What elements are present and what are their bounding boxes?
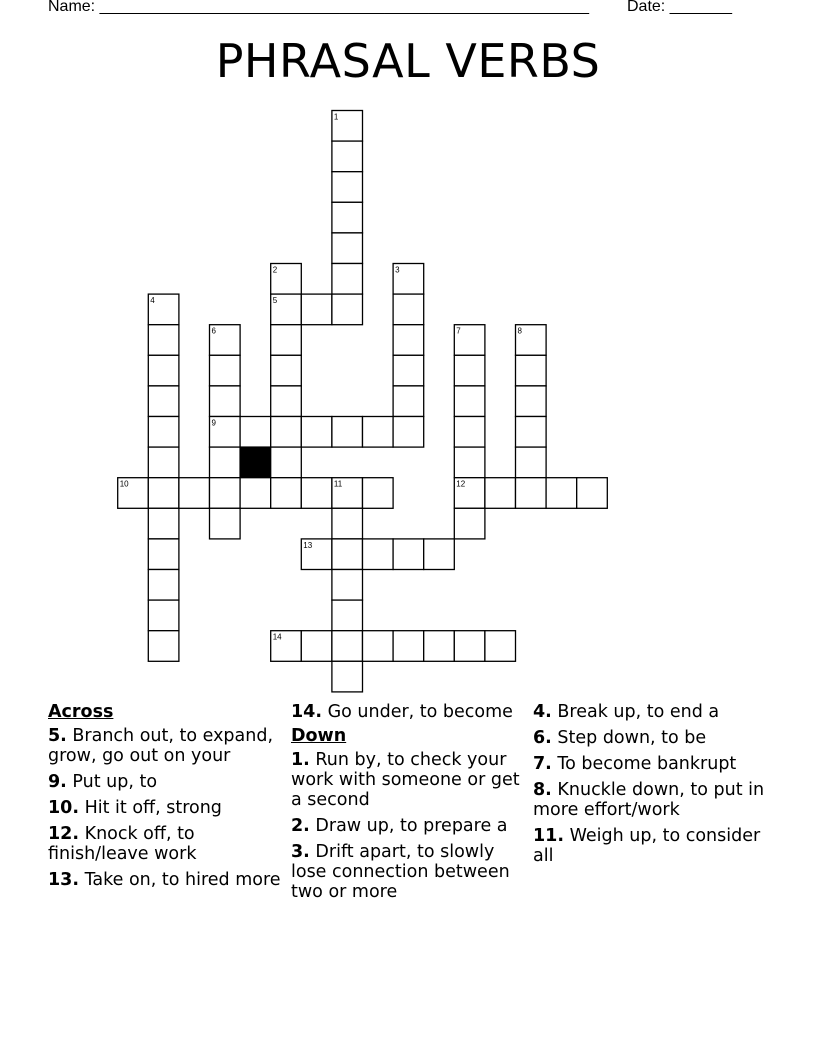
crossword-cell[interactable]	[332, 631, 363, 662]
crossword-cell[interactable]	[148, 386, 179, 417]
crossword-cell[interactable]	[148, 600, 179, 631]
crossword-cell[interactable]	[363, 417, 394, 448]
crossword-cell[interactable]	[271, 478, 302, 509]
crossword-cell[interactable]	[454, 447, 485, 478]
crossword-cell[interactable]	[393, 417, 424, 448]
across-clue-10	[48, 798, 283, 818]
crossword-cell[interactable]	[148, 508, 179, 539]
cell-number-4: 4	[150, 296, 155, 306]
crossword-cell[interactable]	[301, 417, 332, 448]
crossword-cell[interactable]	[148, 539, 179, 570]
clue-number: 12.	[48, 824, 80, 844]
crossword-cell[interactable]	[148, 325, 179, 356]
cell-number-8: 8	[517, 326, 522, 336]
crossword-cell[interactable]	[363, 631, 394, 662]
crossword-cell[interactable]	[393, 386, 424, 417]
clues-column-3	[533, 702, 773, 872]
clue-number: 14.	[291, 702, 323, 722]
crossword-cell[interactable]	[332, 141, 363, 172]
crossword-cell[interactable]	[332, 508, 363, 539]
crossword-cell[interactable]	[332, 570, 363, 601]
clue-number: 13.	[48, 870, 80, 890]
crossword-cell[interactable]	[148, 631, 179, 662]
clue-text: Take on, to hired more	[84, 870, 281, 890]
crossword-cell[interactable]	[424, 539, 455, 570]
clue-number: 7.	[533, 754, 552, 774]
clue-text: Go under, to become	[327, 702, 513, 722]
cell-number-9: 9	[211, 418, 216, 428]
crossword-cell[interactable]	[454, 631, 485, 662]
crossword-cell[interactable]	[516, 386, 547, 417]
across-clue-9	[48, 772, 283, 792]
crossword-cell[interactable]	[454, 386, 485, 417]
clue-text: Step down, to be	[557, 728, 707, 748]
crossword-cell[interactable]	[393, 355, 424, 386]
crossword-cell[interactable]	[516, 447, 547, 478]
across-heading: Across	[48, 702, 114, 722]
crossword-cell[interactable]	[332, 600, 363, 631]
clue-number: 9.	[48, 772, 67, 792]
crossword-cell[interactable]	[271, 417, 302, 448]
crossword-cell[interactable]	[148, 447, 179, 478]
crossword-cell[interactable]	[332, 294, 363, 325]
cell-number-3: 3	[395, 265, 400, 275]
crossword-cell[interactable]	[454, 417, 485, 448]
crossword-cell[interactable]	[210, 386, 241, 417]
crossword-cell[interactable]	[148, 570, 179, 601]
cell-number-7: 7	[456, 326, 461, 336]
crossword-cell[interactable]	[516, 478, 547, 509]
cell-number-12: 12	[456, 479, 466, 489]
crossword-cell[interactable]	[179, 478, 210, 509]
crossword-cell[interactable]	[393, 294, 424, 325]
down-clue-2	[291, 816, 527, 836]
clue-number: 11.	[533, 826, 565, 846]
crossword-cell[interactable]	[210, 478, 241, 509]
crossword-cell[interactable]	[454, 508, 485, 539]
clue-text: Knuckle down, to put in more effort/work	[533, 780, 765, 820]
down-clue-4	[533, 702, 773, 722]
name-field-label[interactable]: Name: _______________________________________________________	[48, 0, 589, 15]
crossword-cell[interactable]	[301, 294, 332, 325]
down-clue-7	[533, 754, 773, 774]
crossword-cell[interactable]	[240, 478, 271, 509]
clue-text: Break up, to end a	[557, 702, 720, 722]
crossword-cell[interactable]	[516, 417, 547, 448]
crossword-cell[interactable]	[301, 478, 332, 509]
down-clue-8	[533, 780, 773, 820]
clue-text: Hit it off, strong	[84, 798, 222, 818]
clue-number: 8.	[533, 780, 552, 800]
crossword-cell[interactable]	[240, 417, 271, 448]
clue-number: 2.	[291, 816, 310, 836]
across-clue-13	[48, 870, 283, 890]
clue-number: 1.	[291, 750, 310, 770]
cell-number-5: 5	[272, 296, 278, 306]
clue-text: Drift apart, to slowly lose connection between two or more	[291, 842, 510, 902]
across-clue-5	[48, 726, 283, 766]
crossword-cell[interactable]	[148, 355, 179, 386]
clue-text: To become bankrupt	[557, 754, 737, 774]
clue-number: 10.	[48, 798, 80, 818]
crossword-cell[interactable]	[332, 417, 363, 448]
crossword-cell[interactable]	[148, 478, 179, 509]
across-clue-12	[48, 824, 283, 864]
clue-number: 6.	[533, 728, 552, 748]
crossword-cell[interactable]	[454, 355, 485, 386]
crossword-cell[interactable]	[271, 325, 302, 356]
crossword-cell[interactable]	[577, 478, 608, 509]
crossword-cell[interactable]	[301, 631, 332, 662]
down-clue-1	[291, 750, 527, 810]
crossword-cell[interactable]	[210, 447, 241, 478]
crossword-cell[interactable]	[332, 539, 363, 570]
clue-number: 5.	[48, 726, 67, 746]
crossword-cell[interactable]	[271, 386, 302, 417]
down-clue-11	[533, 826, 773, 866]
crossword-cell[interactable]	[546, 478, 577, 509]
crossword-cell[interactable]	[485, 631, 516, 662]
crossword-cell[interactable]	[148, 417, 179, 448]
cell-number-11: 11	[333, 479, 343, 489]
crossword-cell[interactable]	[332, 172, 363, 203]
blocked-cell	[240, 447, 271, 478]
clue-text: Weigh up, to consider all	[533, 826, 761, 866]
clue-number: 4.	[533, 702, 552, 722]
down-clue-6	[533, 728, 773, 748]
crossword-cell[interactable]	[332, 233, 363, 264]
crossword-cell[interactable]	[424, 631, 455, 662]
clue-text: Draw up, to prepare a	[315, 816, 508, 836]
crossword-cell[interactable]	[332, 264, 363, 295]
crossword-cell[interactable]	[271, 355, 302, 386]
cell-number-6: 6	[211, 326, 216, 336]
down-heading: Down	[291, 726, 347, 746]
clue-text: Branch out, to expand, grow, go out on your	[48, 726, 274, 766]
crossword-cell[interactable]	[516, 355, 547, 386]
crossword-cell[interactable]	[393, 325, 424, 356]
cell-number-10: 10	[119, 479, 129, 489]
across-clue-14	[291, 702, 527, 722]
crossword-cell[interactable]	[485, 478, 516, 509]
crossword-cell[interactable]	[363, 539, 394, 570]
crossword-cell[interactable]	[332, 661, 363, 692]
clue-text: Knock off, to finish/leave work	[48, 824, 197, 864]
date-field-label[interactable]: Date: _______	[627, 0, 732, 15]
crossword-cell[interactable]	[271, 447, 302, 478]
crossword-cell[interactable]	[210, 355, 241, 386]
crossword-cell[interactable]	[210, 508, 241, 539]
clues-column-2	[291, 702, 527, 908]
cell-number-2: 2	[272, 265, 278, 275]
crossword-cell[interactable]	[393, 539, 424, 570]
cell-number-14: 14	[272, 632, 282, 642]
crossword-cell[interactable]	[393, 631, 424, 662]
crossword-cell[interactable]	[363, 478, 394, 509]
clue-text: Put up, to	[72, 772, 158, 792]
clue-number: 3.	[291, 842, 310, 862]
clues-column-1	[48, 702, 283, 896]
down-clue-3	[291, 842, 527, 902]
page-title: PHRASAL VERBS	[215, 34, 601, 88]
cell-number-1: 1	[333, 112, 339, 122]
clue-text: Run by, to check your work with someone or get a second	[291, 750, 520, 810]
crossword-cell[interactable]	[332, 202, 363, 233]
cell-number-13: 13	[303, 540, 313, 550]
